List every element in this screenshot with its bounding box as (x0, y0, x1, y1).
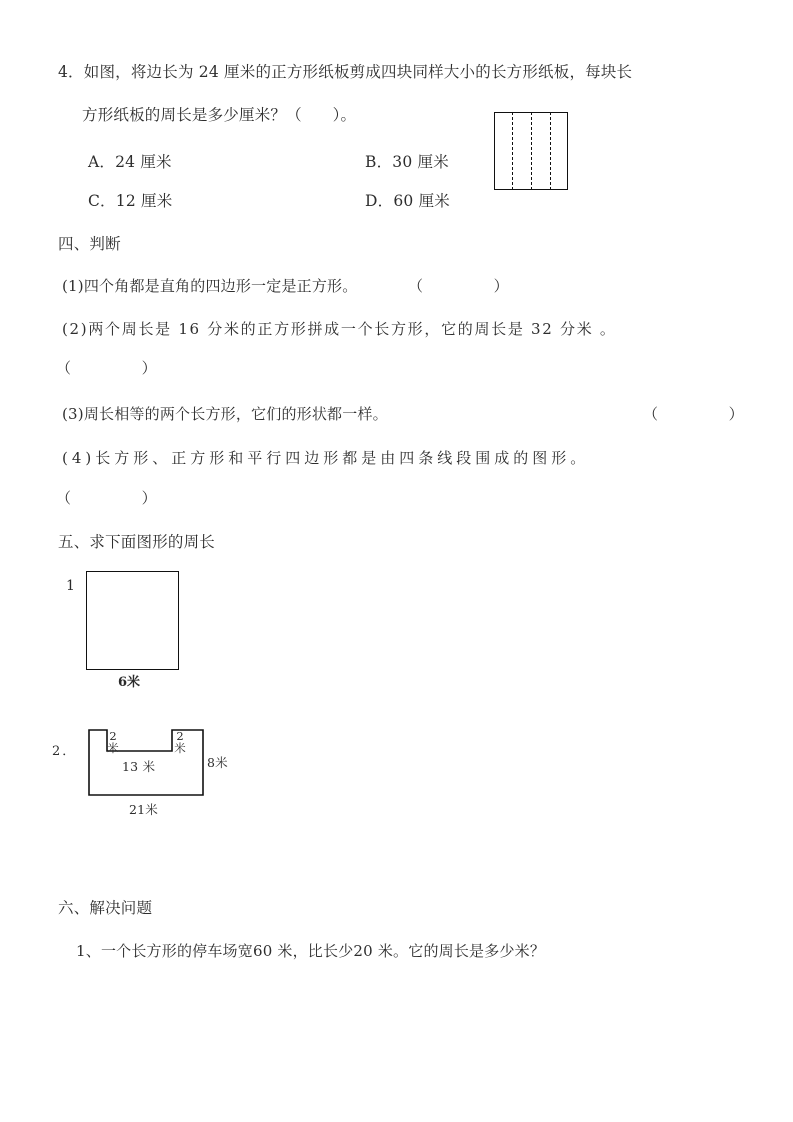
judge-item-4: (4)长方形、正方形和平行四边形都是由四条线段围成的图形。 (62, 449, 590, 467)
figure-2-notch-right-label: 2 米 (174, 729, 186, 755)
cut-line-1 (512, 112, 513, 190)
judge-answer-bracket-4[interactable]: （ ） (56, 489, 163, 507)
figure-1-bottom-label: 6米 (118, 675, 141, 690)
figure-square-cut-into-four-strips (494, 112, 568, 190)
option-d[interactable]: D．60 厘米 (365, 192, 450, 210)
figure-2-notch-left-label: 2 米 (107, 729, 119, 755)
judge-item-2: (2)两个周长是 16 分米的正方形拼成一个长方形，它的周长是 32 分米 。 (62, 320, 617, 338)
option-c[interactable]: C．12 厘米 (88, 192, 173, 210)
judge-answer-bracket-1[interactable]: （ ） (408, 277, 515, 295)
option-a[interactable]: A．24 厘米 (88, 153, 172, 171)
figure-2-index: 2． (52, 744, 78, 759)
judge-item-3: (3)周长相等的两个长方形，它们的形状都一样。 (62, 405, 388, 423)
question-4-line-2: 方形纸板的周长是多少厘米？（ ）。 (82, 106, 357, 124)
option-b[interactable]: B．30 厘米 (365, 153, 449, 171)
figure-1-index: 1 (66, 578, 75, 594)
section-4-heading: 四、判断 (58, 235, 121, 253)
judge-answer-bracket-2[interactable]: （ ） (56, 359, 163, 377)
judge-answer-bracket-3[interactable]: （ ） (643, 405, 750, 423)
question-4-line-1: 4．如图，将边长为 24 厘米的正方形纸板剪成四块同样大小的长方形纸板，每块长 (58, 63, 633, 81)
section-6-item-1: 1、一个长方形的停车场宽60 米，比长少20 米。它的周长是多少米？ (76, 942, 546, 960)
figure-2-notch-bottom-label: 13 米 (122, 759, 156, 774)
cut-line-2 (531, 112, 532, 190)
section-6-heading: 六、解决问题 (58, 899, 153, 917)
cut-line-3 (550, 112, 551, 190)
section-5-heading: 五、求下面图形的周长 (58, 533, 216, 551)
judge-item-1: (1)四个角都是直角的四边形一定是正方形。 (62, 277, 358, 295)
figure-2-right-side-label: 8米 (207, 755, 228, 770)
figure-2-bottom-label: 21米 (129, 802, 159, 817)
figure-1-square (86, 571, 179, 670)
